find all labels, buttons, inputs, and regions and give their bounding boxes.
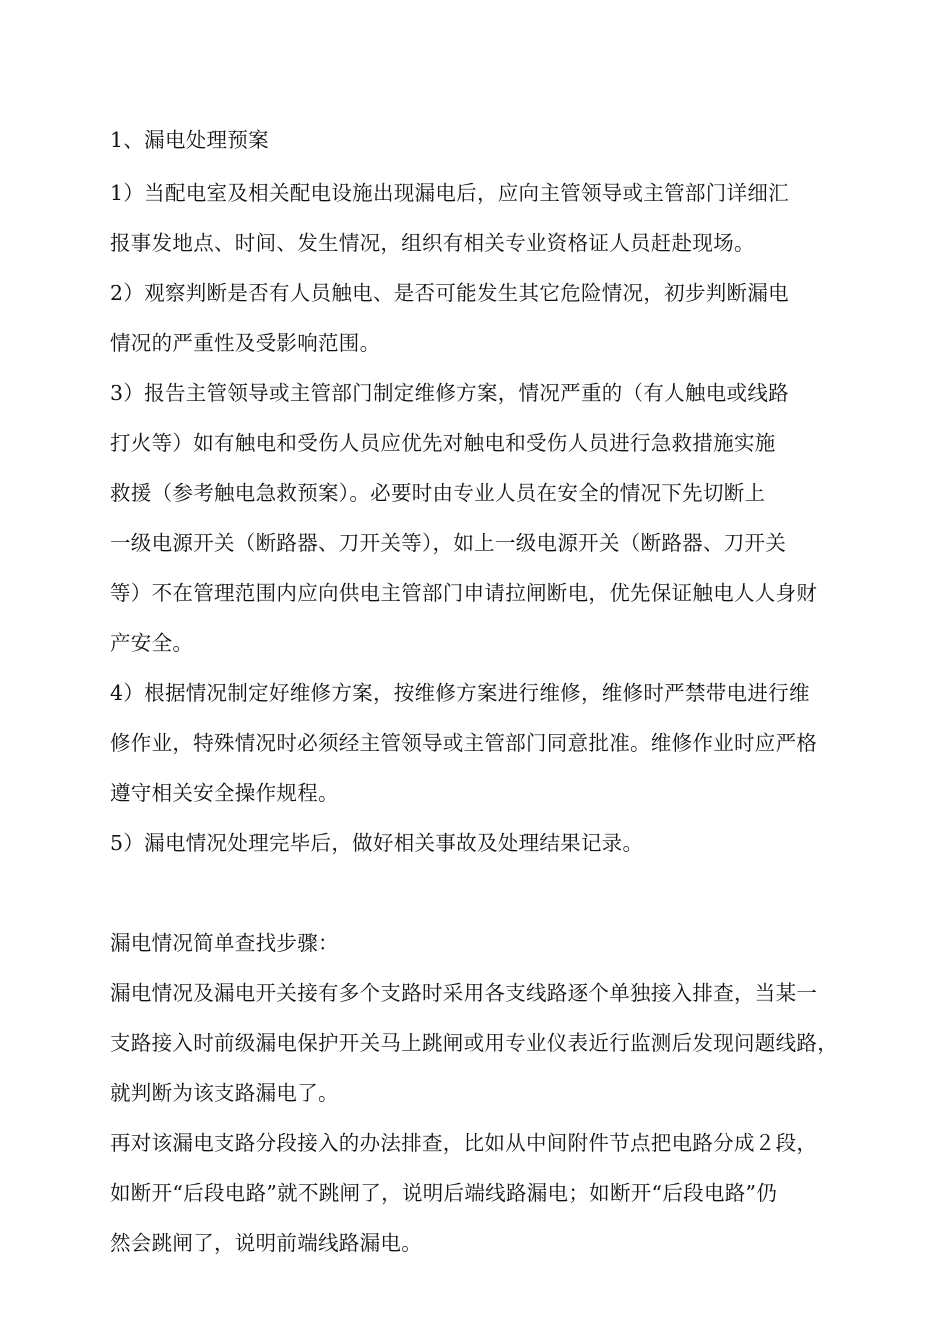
paragraph-line: 等）不在管理范围内应向供电主管部门申请拉闸断电，优先保证触电人人身财 [110, 581, 818, 605]
paragraph-line: 遵守相关安全操作规程。 [110, 781, 339, 805]
paragraph-line: 一级电源开关（断路器、刀开关等），如上一级电源开关（断路器、刀开关 [110, 531, 787, 555]
paragraph-line: 就判断为该支路漏电了。 [110, 1081, 339, 1105]
paragraph-line: 报事发地点、时间、发生情况，组织有相关专业资格证人员赶赴现场。 [110, 231, 755, 255]
section-title: 漏电情况简单查找步骤： [110, 931, 339, 955]
paragraph-line: 如断开“后段电路”就不跳闸了，说明后端线路漏电；如断开“后段电路”仍 [110, 1181, 778, 1205]
paragraph-line: 5）漏电情况处理完毕后，做好相关事故及处理结果记录。 [110, 831, 644, 855]
paragraph-line: 再对该漏电支路分段接入的办法排查，比如从中间附件节点把电路分成２段， [110, 1131, 818, 1155]
paragraph-line: 1）当配电室及相关配电设施出现漏电后，应向主管领导或主管部门详细汇 [110, 181, 789, 205]
paragraph-line: 打火等）如有触电和受伤人员应优先对触电和受伤人员进行急救措施实施 [110, 431, 776, 455]
paragraph-line: 2）观察判断是否有人员触电、是否可能发生其它危险情况，初步判断漏电 [110, 281, 789, 305]
paragraph-line: 4）根据情况制定好维修方案，按维修方案进行维修，维修时严禁带电进行维 [110, 681, 810, 705]
paragraph-line: 3）报告主管领导或主管部门制定维修方案，情况严重的（有人触电或线路 [110, 381, 789, 405]
paragraph-line: 漏电情况及漏电开关接有多个支路时采用各支线路逐个单独接入排查，当某一 [110, 981, 818, 1005]
paragraph-line: 救援（参考触电急救预案）。必要时由专业人员在安全的情况下先切断上 [110, 481, 766, 505]
section-title: 1、漏电处理预案 [110, 128, 269, 152]
paragraph-line: 修作业，特殊情况时必须经主管领导或主管部门同意批准。维修作业时应严格 [110, 731, 818, 755]
paragraph-line: 情况的严重性及受影响范围。 [110, 331, 381, 355]
paragraph-line: 支路接入时前级漏电保护开关马上跳闸或用专业仪表近行监测后发现问题线路， [110, 1031, 838, 1055]
paragraph-line: 产安全。 [110, 631, 194, 655]
paragraph-line: 然会跳闸了，说明前端线路漏电。 [110, 1231, 422, 1255]
